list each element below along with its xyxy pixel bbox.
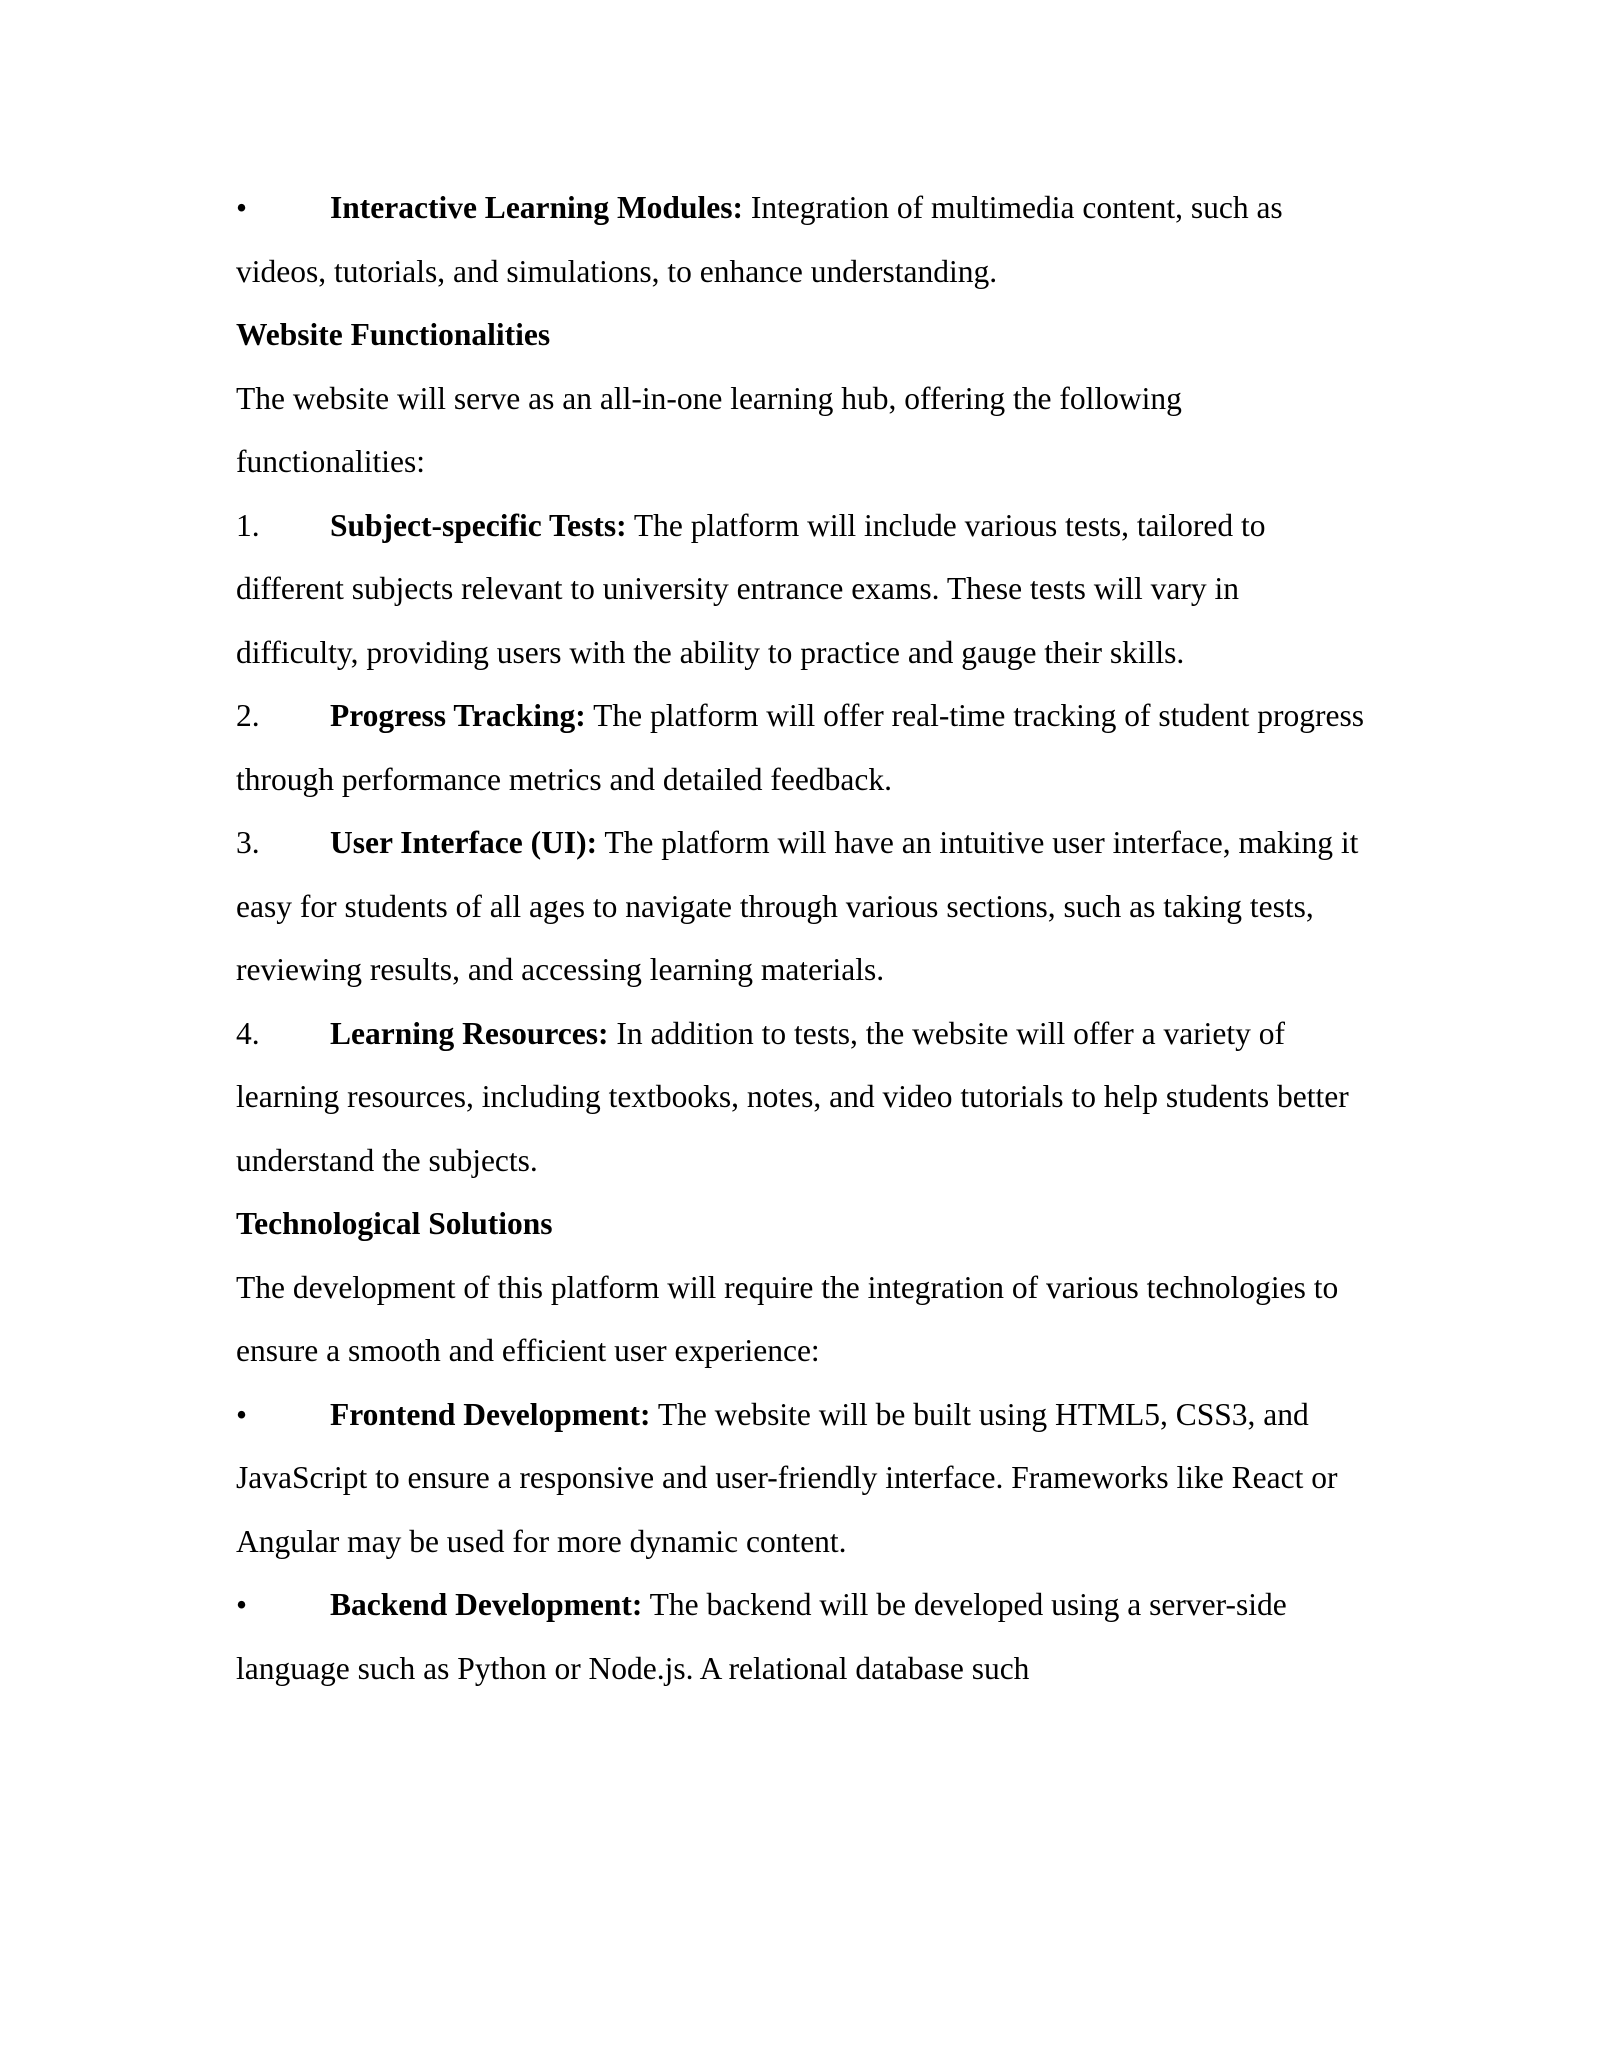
list-item-lead: Backend Development: bbox=[330, 1587, 643, 1622]
list-item-text: The platform will have an intuitive user interface, making it easy for students of all ages to navigate through various sections, such as taking tests, reviewing results, and accessing learning materials. bbox=[236, 825, 1359, 987]
paragraph-website-intro bbox=[236, 367, 1366, 494]
list-item-text: The website will be built using HTML5, CSS3, and JavaScript to ensure a responsive and user-friendly interface. Frameworks like React or Angular may be used for more dynamic content. bbox=[236, 1396, 1338, 1559]
list-item-lead: User Interface (UI): bbox=[330, 825, 598, 860]
section-heading-technological-solutions bbox=[236, 1192, 1366, 1256]
paragraph-technology-intro bbox=[236, 1256, 1366, 1383]
number-marker: 1. bbox=[236, 507, 260, 543]
heading-text: Technological Solutions bbox=[236, 1206, 553, 1241]
numbered-item-progress-tracking bbox=[236, 684, 1366, 811]
list-item-text: In addition to tests, the website will offer a variety of learning resources, including textbooks, notes, and video tutorials to help students better understand the subjects. bbox=[236, 1015, 1349, 1178]
number-marker: 2. bbox=[236, 698, 260, 733]
list-item-lead: Progress Tracking: bbox=[330, 698, 586, 733]
list-item-text: The backend will be developed using a server-side language such as Python or Node.js. A relational database such bbox=[236, 1587, 1287, 1686]
list-item-lead: Frontend Development: bbox=[330, 1396, 651, 1432]
list-item-frontend-development bbox=[236, 1383, 1366, 1574]
bullet-marker: • bbox=[236, 190, 248, 225]
bullet-marker: • bbox=[236, 1396, 248, 1432]
list-item-lead: Learning Resources: bbox=[330, 1015, 609, 1051]
heading-text: Website Functionalities bbox=[236, 317, 551, 352]
bullet-marker: • bbox=[236, 1587, 248, 1622]
section-heading-website-functionalities bbox=[236, 303, 1366, 367]
list-item-text: Integration of multimedia content, such as videos, tutorials, and simulations, to enhance understanding. bbox=[236, 190, 1283, 289]
list-item-lead: Interactive Learning Modules: bbox=[330, 190, 743, 225]
numbered-item-subject-specific-tests bbox=[236, 494, 1366, 685]
list-item-text: The platform will include various tests, tailored to different subjects relevant to university entrance exams. These tests will vary in difficulty, providing users with the ability to practice and gauge their skills. bbox=[236, 507, 1266, 670]
numbered-item-learning-resources bbox=[236, 1002, 1366, 1193]
list-item-lead: Subject-specific Tests: bbox=[330, 507, 627, 543]
numbered-item-user-interface bbox=[236, 811, 1366, 1002]
list-item-interactive-learning-modules bbox=[236, 176, 1366, 303]
list-item-backend-development bbox=[236, 1573, 1366, 1700]
list-item-text: The platform will offer real-time tracking of student progress through performance metrics and detailed feedback. bbox=[236, 698, 1365, 797]
number-marker: 4. bbox=[236, 1015, 260, 1051]
paragraph-text: The development of this platform will require the integration of various technologies to ensure a smooth and efficient user experience: bbox=[236, 1269, 1339, 1368]
paragraph-text: The website will serve as an all-in-one learning hub, offering the following functionalities: bbox=[236, 380, 1182, 479]
number-marker: 3. bbox=[236, 825, 260, 860]
